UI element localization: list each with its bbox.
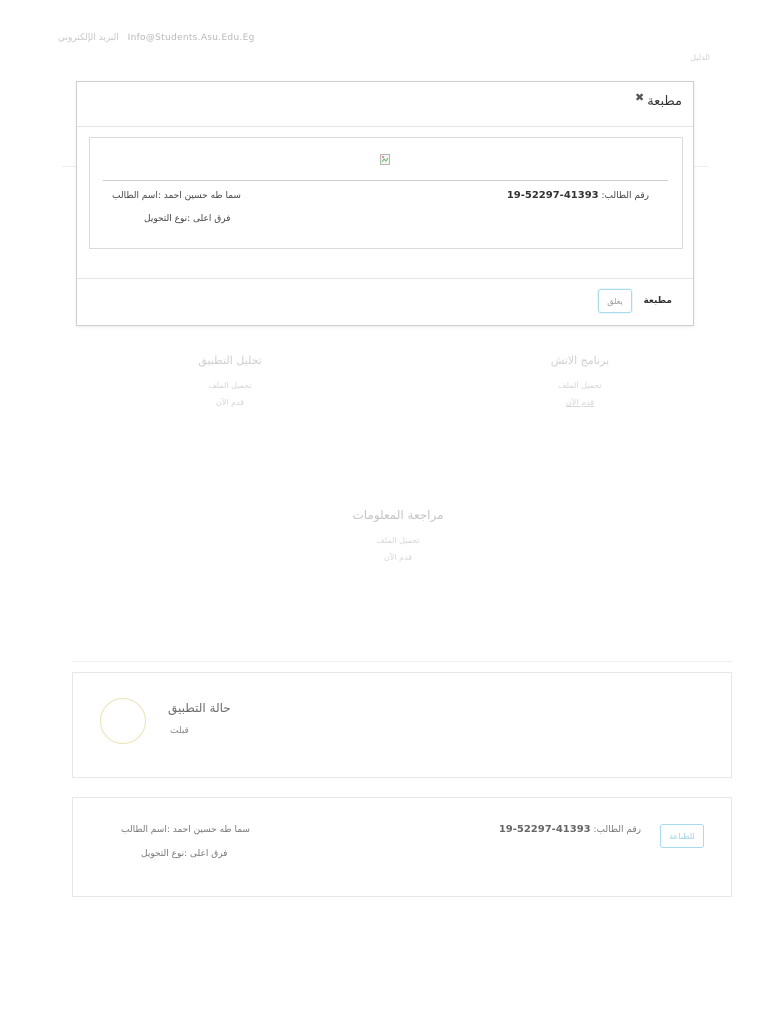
service-apply-link[interactable]: قدم الآن — [383, 553, 413, 562]
modal-header — [77, 82, 693, 127]
broken-image-icon — [380, 154, 390, 165]
modal-footer-divider — [77, 278, 693, 279]
modal-title: مطبعة — [647, 94, 682, 109]
service-block-1 — [130, 354, 330, 407]
service-subtitle: تحميل الملف — [558, 381, 602, 390]
student-info-card — [72, 797, 732, 897]
modal-print-button[interactable]: مطبعة — [643, 296, 672, 306]
status-value: قبلت — [170, 726, 189, 736]
service-subtitle: تحميل الملف — [376, 536, 420, 545]
service-title: مراجعة المعلومات — [352, 508, 444, 522]
print-modal — [76, 81, 694, 326]
student-id-value: 19-52297-41393 — [498, 824, 591, 835]
contact-email-link[interactable]: Info@Students.Asu.Edu.Eg — [127, 33, 255, 43]
service-block-3 — [298, 508, 498, 562]
service-title: برنامج الاتش — [550, 354, 610, 367]
modal-student-name: سما طه حسين احمد :اسم الطالب — [112, 191, 241, 201]
status-title: حالة التطبيق — [168, 701, 231, 715]
close-button[interactable]: يغلق — [598, 289, 632, 313]
student-name: سما طه حسين احمد :اسم الطالب — [121, 825, 250, 835]
application-status-card — [72, 672, 732, 778]
top-contact-bar — [58, 33, 255, 43]
modal-transfer-type: فرق اعلى :نوع التحويل — [144, 214, 231, 224]
section-divider — [72, 661, 732, 662]
transfer-type: فرق اعلى :نوع التحويل — [141, 849, 228, 859]
service-block-2 — [480, 354, 680, 407]
modal-student-id-value: 19-52297-41393 — [506, 190, 599, 201]
service-apply-link[interactable]: قدم الآن — [565, 398, 595, 407]
student-id-label: :رقم الطالب — [593, 825, 641, 835]
modal-student-id — [507, 190, 649, 201]
student-id — [499, 824, 641, 835]
contact-prefix: البريد الإلكتروني — [58, 33, 119, 43]
service-title: تحليل التطبيق — [198, 354, 262, 367]
modal-body-divider — [103, 180, 668, 181]
print-button[interactable]: للطباعة — [660, 824, 704, 848]
service-apply-link[interactable]: قدم الآن — [215, 398, 245, 407]
modal-student-id-label: :رقم الطالب — [601, 191, 649, 201]
top-right-link[interactable]: الدليل — [690, 53, 710, 62]
modal-body — [89, 137, 683, 249]
service-subtitle: تحميل الملف — [208, 381, 252, 390]
close-icon[interactable]: ✖ — [635, 91, 645, 104]
status-circle-icon — [100, 698, 146, 744]
